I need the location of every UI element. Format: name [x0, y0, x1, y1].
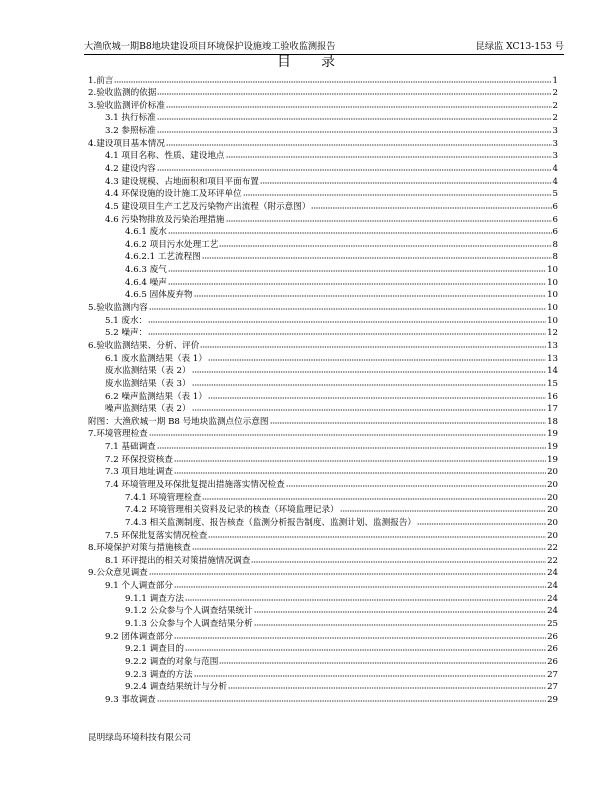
- toc-entry-title: 4.6.4 噪声: [125, 277, 167, 288]
- toc-entry-page: 5: [552, 189, 558, 200]
- toc-entry-page: 17: [547, 404, 558, 415]
- toc-entry[interactable]: [88, 403, 558, 416]
- toc-entry[interactable]: [88, 264, 558, 277]
- header-report-title: 大渔欣城一期B8地块建设项目环境保护设施竣工验收监测报告: [84, 41, 336, 52]
- toc-entry-title: 7.4.2 环境管理相关资料及记录的核查（环境监理记录）: [125, 505, 339, 516]
- toc-entry-page: 10: [547, 265, 558, 276]
- toc-entry-title: 9.2 团体调查部分: [105, 631, 173, 642]
- toc-entry-page: 19: [547, 429, 558, 440]
- toc-dot-leader: [148, 315, 546, 323]
- toc-entry-title: 6.1 废水监测结果（表 1）: [105, 353, 207, 364]
- toc-entry-page: 20: [547, 505, 558, 516]
- toc-dot-leader: [311, 201, 551, 209]
- toc-dot-leader: [243, 188, 552, 196]
- toc-dot-leader: [251, 555, 546, 563]
- toc-entry-title: 4.6.2 项目污水处理工艺: [125, 239, 219, 250]
- toc-dot-leader: [202, 492, 546, 500]
- toc-entry-title: 4.6.3 废气: [125, 265, 167, 276]
- toc-dot-leader: [157, 112, 552, 120]
- toc-entry-page: 26: [547, 644, 558, 655]
- page-footer: 昆明绿岛环境科技有限公司: [88, 733, 192, 743]
- toc-dot-leader: [157, 125, 552, 133]
- header-report-number: 昆绿监 XC13-153 号: [475, 41, 564, 52]
- toc-entry-title: 4.1 项目名称、性质、建设地点: [105, 151, 225, 162]
- toc-dot-leader: [166, 138, 552, 146]
- toc-entry[interactable]: [88, 517, 558, 530]
- toc-dot-leader: [174, 454, 546, 462]
- toc-dot-leader: [192, 542, 546, 550]
- toc-entry[interactable]: [88, 593, 558, 606]
- toc-entry-page: 10: [547, 290, 558, 301]
- toc-entry-page: 20: [547, 467, 558, 478]
- toc-entry-title: 7.4.1 环境管理检查: [125, 492, 202, 503]
- toc-entry-page: 2: [552, 100, 558, 111]
- toc-entry[interactable]: [88, 618, 558, 631]
- toc-entry-page: 24: [547, 606, 558, 617]
- toc-entry[interactable]: [88, 643, 558, 656]
- toc-entry[interactable]: [88, 466, 558, 479]
- toc-dot-leader: [228, 681, 546, 689]
- toc-dot-leader: [194, 289, 546, 297]
- toc-entry-page: 8: [552, 239, 558, 250]
- toc-dot-leader: [168, 277, 546, 285]
- toc-entry[interactable]: [88, 454, 558, 467]
- toc-entry-page: 26: [547, 656, 558, 667]
- toc-entry-title: 7.2 环保投资核查: [105, 454, 173, 465]
- toc-entry-page: 2: [552, 88, 558, 99]
- toc-dot-leader: [149, 567, 546, 575]
- toc-entry-page: 13: [547, 353, 558, 364]
- toc-entry[interactable]: [88, 176, 558, 189]
- toc-entry-page: 15: [547, 378, 558, 389]
- toc-title: 目录: [277, 54, 365, 70]
- toc-entry-title: 9.1 个人调查部分: [105, 581, 173, 592]
- toc-dot-leader: [208, 530, 546, 538]
- toc-dot-leader: [219, 656, 546, 664]
- toc-entry-page: 26: [547, 631, 558, 642]
- toc-entry-title: 6.验收监测结果、分析、评价: [88, 340, 200, 351]
- toc-dot-leader: [254, 618, 546, 626]
- toc-entry[interactable]: [88, 239, 558, 252]
- toc-entry-page: 20: [547, 480, 558, 490]
- toc-dot-leader: [226, 150, 552, 158]
- toc-entry-title: 附图：大渔欣城一期 B8 号地块监测点位示意图: [88, 416, 269, 427]
- toc-dot-leader: [148, 327, 546, 335]
- toc-dot-leader: [168, 226, 552, 234]
- toc-entry-page: 24: [547, 581, 558, 592]
- toc-dot-leader: [194, 669, 546, 677]
- toc-dot-leader: [185, 643, 546, 651]
- toc-dot-leader: [157, 441, 546, 449]
- toc-entry-title: 4.6 污染物排放及污染治理措施: [105, 214, 225, 225]
- toc-entry[interactable]: [88, 138, 558, 151]
- toc-entry-title: 9.公众意见调查: [88, 568, 148, 579]
- toc-entry-page: 10: [547, 303, 558, 314]
- toc-entry[interactable]: [88, 100, 558, 113]
- toc-entry[interactable]: [88, 416, 558, 429]
- toc-entry[interactable]: [88, 112, 558, 125]
- toc-entry-page: 6: [552, 227, 558, 238]
- toc-dot-leader: [192, 403, 547, 411]
- table-of-contents: [88, 75, 558, 707]
- toc-dot-leader: [200, 340, 546, 348]
- toc-entry-title: 7.5 环保批复落实情况检查: [105, 530, 208, 541]
- toc-entry-page: 27: [547, 669, 558, 680]
- toc-entry-page: 13: [547, 340, 558, 351]
- toc-dot-leader: [185, 593, 546, 601]
- toc-dot-leader: [254, 605, 546, 613]
- toc-dot-leader: [174, 466, 546, 474]
- toc-entry-title: 3.1 执行标准: [105, 113, 156, 124]
- toc-entry-page: 2: [552, 113, 558, 124]
- toc-entry-page: 24: [547, 568, 558, 579]
- toc-entry-title: 4.5 建设项目生产工艺及污染物产出流程（附示意图）: [105, 201, 311, 212]
- toc-entry-page: 4: [552, 163, 558, 174]
- toc-dot-leader: [174, 580, 546, 588]
- toc-entry[interactable]: [88, 163, 558, 176]
- toc-dot-leader: [270, 416, 547, 424]
- toc-entry[interactable]: [88, 226, 558, 239]
- toc-entry[interactable]: [88, 188, 558, 201]
- toc-entry[interactable]: [88, 378, 558, 391]
- toc-entry[interactable]: [88, 669, 558, 682]
- toc-dot-leader: [166, 100, 552, 108]
- toc-entry-title: 9.2.3 调查的方法: [125, 669, 193, 680]
- toc-entry-page: 6: [552, 214, 558, 225]
- toc-entry-page: 27: [547, 682, 558, 693]
- toc-dot-leader: [157, 694, 546, 702]
- toc-entry-page: 3: [552, 151, 558, 162]
- toc-dot-leader: [226, 214, 552, 222]
- toc-entry-title: 9.2.1 调查目的: [125, 644, 184, 655]
- toc-entry-title: 废水监测结果（表 2）: [105, 366, 191, 377]
- toc-entry[interactable]: [88, 201, 558, 214]
- toc-entry-title: 2.验收监测的依据: [88, 88, 157, 99]
- toc-entry-title: 9.1.1 调查方法: [125, 593, 184, 604]
- toc-entry-page: 25: [547, 619, 558, 630]
- toc-entry-page: 12: [547, 328, 558, 339]
- toc-entry-page: 22: [547, 543, 558, 554]
- toc-entry[interactable]: [88, 681, 558, 694]
- toc-dot-leader: [340, 504, 546, 512]
- toc-dot-leader: [149, 428, 546, 436]
- toc-entry-title: 废水监测结果（表 3）: [105, 378, 191, 389]
- toc-entry-page: 14: [547, 366, 558, 377]
- toc-entry-title: 4.建设项目基本情况: [88, 138, 165, 149]
- toc-entry-title: 噪声监测结果（表 2）: [105, 404, 191, 415]
- toc-entry[interactable]: [88, 340, 558, 353]
- toc-dot-leader: [208, 353, 546, 361]
- toc-entry[interactable]: [88, 87, 558, 100]
- toc-entry[interactable]: [88, 315, 558, 328]
- toc-entry-page: 20: [547, 517, 558, 528]
- toc-entry[interactable]: [88, 289, 558, 302]
- toc-entry-page: 3: [552, 126, 558, 137]
- toc-entry-title: 1.前言: [88, 75, 114, 86]
- toc-entry[interactable]: [88, 479, 558, 492]
- toc-entry-title: 9.2.4 调查结果统计与分析: [125, 682, 227, 693]
- toc-entry-page: 8: [552, 252, 558, 263]
- toc-entry-title: 4.6.1 废水: [125, 227, 167, 238]
- toc-entry-title: 7.4 环境管理及环保批复提出措施落实情况检查: [105, 480, 285, 490]
- toc-entry[interactable]: [88, 567, 558, 580]
- toc-entry-title: 4.2 建设内容: [105, 163, 156, 174]
- toc-entry[interactable]: [88, 631, 558, 644]
- toc-entry-page: 22: [547, 555, 558, 566]
- toc-entry-title: 5.1 废水：: [105, 315, 148, 326]
- toc-entry[interactable]: [88, 530, 558, 543]
- toc-entry-title: 9.2.2 调查的对象与范围: [125, 656, 219, 667]
- toc-entry[interactable]: [88, 214, 558, 227]
- toc-entry[interactable]: [88, 555, 558, 568]
- toc-entry[interactable]: [88, 251, 558, 264]
- toc-entry-title: 7.1 基础调查: [105, 442, 156, 453]
- toc-entry-page: 10: [547, 277, 558, 288]
- toc-entry-page: 10: [547, 315, 558, 326]
- toc-entry-page: 19: [547, 454, 558, 465]
- toc-dot-leader: [417, 517, 546, 525]
- toc-dot-leader: [149, 302, 546, 310]
- toc-entry-page: 24: [547, 593, 558, 604]
- toc-entry[interactable]: [88, 542, 558, 555]
- toc-entry-page: 3: [552, 138, 558, 149]
- toc-dot-leader: [202, 251, 552, 259]
- toc-entry-title: 9.1.2 公众参与个人调查结果统计: [125, 606, 253, 617]
- toc-entry-page: 18: [547, 416, 558, 427]
- toc-entry-title: 4.3 建设规模、占地面积和项目平面布置: [105, 176, 259, 187]
- toc-entry-title: 3.2 参照标准: [105, 126, 156, 137]
- toc-dot-leader: [286, 479, 546, 487]
- toc-entry-page: 20: [547, 530, 558, 541]
- toc-entry-title: 6.2 噪声监测结果（表 1）: [105, 391, 207, 402]
- toc-entry[interactable]: [88, 656, 558, 669]
- toc-dot-leader: [168, 264, 546, 272]
- toc-entry-title: 5.2 噪声：: [105, 328, 148, 339]
- toc-entry-title: 9.3 事故调查: [105, 694, 156, 705]
- toc-entry[interactable]: [88, 365, 558, 378]
- toc-entry-page: 4: [552, 176, 558, 187]
- toc-dot-leader: [208, 391, 546, 399]
- toc-entry[interactable]: [88, 302, 558, 315]
- toc-dot-leader: [260, 176, 552, 184]
- toc-entry[interactable]: [88, 125, 558, 138]
- toc-dot-leader: [192, 378, 547, 386]
- toc-entry-title: 3.验收监测评价标准: [88, 100, 165, 111]
- toc-dot-leader: [157, 87, 551, 95]
- toc-entry-title: 4.4 环保设施的设计施工及环评单位: [105, 189, 242, 200]
- toc-entry[interactable]: [88, 580, 558, 593]
- toc-entry[interactable]: [88, 391, 558, 404]
- toc-entry[interactable]: [88, 150, 558, 163]
- toc-entry-title: 9.1.3 公众参与个人调查结果分析: [125, 619, 253, 630]
- toc-entry-title: 7.环境管理检查: [88, 429, 148, 440]
- toc-entry-page: 29: [547, 694, 558, 705]
- toc-entry-page: 16: [547, 391, 558, 402]
- toc-entry[interactable]: [88, 694, 558, 707]
- toc-entry-page: 20: [547, 492, 558, 503]
- toc-entry-title: 8.环境保护对策与措施核查: [88, 543, 191, 554]
- toc-entry[interactable]: [88, 353, 558, 366]
- toc-dot-leader: [157, 163, 552, 171]
- toc-dot-leader: [174, 631, 546, 639]
- toc-entry-title: 7.3 项目地址调查: [105, 467, 173, 478]
- toc-dot-leader: [219, 239, 551, 247]
- toc-entry-title: 7.4.3 相关监测制度、报告核查（监测分析报告制度、监测计划、监测报告）: [125, 517, 417, 528]
- toc-entry-page: 6: [552, 201, 558, 212]
- toc-entry-title: 4.6.2.1 工艺流程图: [125, 252, 201, 263]
- toc-entry-page: 19: [547, 442, 558, 453]
- toc-entry[interactable]: [88, 428, 558, 441]
- toc-entry[interactable]: [88, 75, 558, 88]
- toc-entry-title: 4.6.5 固体废弃物: [125, 290, 193, 301]
- toc-entry-title: 8.1 环评提出的相关对策措施情况调查: [105, 555, 251, 566]
- toc-entry[interactable]: [88, 327, 558, 340]
- toc-entry[interactable]: [88, 504, 558, 517]
- toc-entry[interactable]: [88, 277, 558, 290]
- toc-dot-leader: [192, 365, 547, 373]
- toc-entry[interactable]: [88, 605, 558, 618]
- toc-entry[interactable]: [88, 441, 558, 454]
- toc-entry[interactable]: [88, 492, 558, 505]
- toc-entry-title: 5.验收监测内容: [88, 303, 148, 314]
- toc-dot-leader: [114, 75, 551, 83]
- toc-entry-page: 1: [552, 75, 558, 86]
